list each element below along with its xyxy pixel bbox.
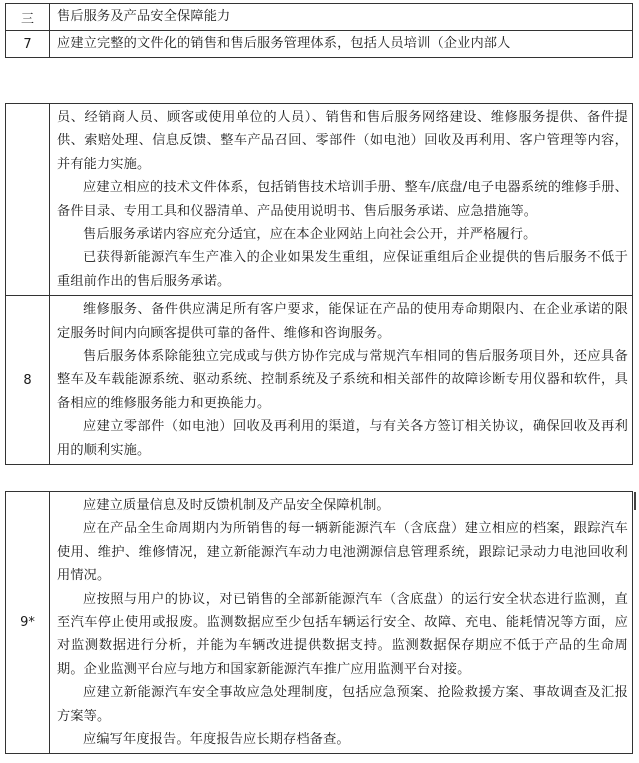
table-row-7 [6,31,633,58]
paragraph: 应建立质量信息及时反馈机制及产品安全保障机制。 [83,498,390,513]
table-row-8 [6,296,633,465]
table-row-7-continued [6,104,633,296]
requirements-table-top [5,3,633,58]
paragraph: 已获得新能源汽车生产准入的企业如果发生重组，应保证重组后企业提供的售后服务不低于重组前作出的售后服务承诺。 [57,250,628,289]
section-heading: 售后服务及产品安全保障能力 [50,4,633,31]
paragraph: 员、经销商人员、顾客或使用单位的人员）、销售和售后服务网络建设、维修服务提供、备件提供、索赔处理、信息反馈、整车产品召回、零部件（如电池）回收及再利用、客户管理等内容，并有能力实施。 [57,110,628,172]
row-number: 7 [6,31,50,58]
requirements-table-bottom [5,491,633,754]
paragraph: 应建立零部件（如电池）回收及再利用的渠道，与有关各方签订相关协议，确保回收及再利用的顺利实施。 [57,419,628,458]
row-number: 9* [6,492,50,754]
row-number-empty [6,104,50,296]
row-number: 三 [6,4,50,31]
paragraph: 应编写年度报告。年度报告应长期存档备查。 [83,732,350,748]
requirements-table-middle [5,103,633,465]
table-row-section-3 [6,4,633,31]
requirement-cell [50,492,633,754]
paragraph: 维修服务、备件供应满足所有客户要求，能保证在产品的使用寿命期限内、在企业承诺的限定服务时间内向顾客提供可靠的备件、维修和咨询服务。 [57,302,628,341]
paragraph: 应按照与用户的协议，对已销售的全部新能源汽车（含底盘）的运行安全状态进行监测，直至汽车停止使用或报废。监测数据应至少包括车辆运行安全、故障、充电、能耗情况等方面，应对监测数据进行分析，并能为车辆改进提供数据支持。监测数据保存期应不低于产品的生命周期。企业监测平台应与地方和国家新能源汽车推广应用监测平台对接。 [57,591,628,677]
text-cursor-mark [634,492,636,510]
table-row-9 [6,492,633,754]
requirement-cell [50,104,633,296]
requirement-cell [50,296,633,465]
table-fragment-top [5,3,633,58]
row-number: 8 [6,296,50,465]
requirement-text: 应建立完整的文件化的销售和售后服务管理体系，包括人员培训（企业内部人 [50,31,633,58]
paragraph: 应建立新能源汽车安全事故应急处理制度，包括应急预案、抢险救援方案、事故调查及汇报方案等。 [57,685,628,724]
paragraph: 售后服务承诺内容应充分适宜，应在本企业网站上向社会公开，并严格履行。 [83,227,537,243]
table-fragment-bottom [5,491,633,754]
paragraph: 售后服务体系除能独立完成或与供方协作完成与常规汽车相同的售后服务项目外，还应具备整车及车载能源系统、驱动系统、控制系统及子系统和相关部件的故障诊断专用仪器和软件，具备相应的维修服务能力和更换能力。 [57,349,628,411]
table-fragment-middle [5,103,633,465]
paragraph: 应建立相应的技术文件体系，包括销售技术培训手册、整车/底盘/电子电器系统的维修手册、备件目录、专用工具和仪器清单、产品使用说明书、售后服务承诺、应急措施等。 [57,180,628,219]
paragraph: 应在产品全生命周期内为所销售的每一辆新能源汽车（含底盘）建立相应的档案，跟踪汽车使用、维护、维修情况，建立新能源汽车动力电池溯源信息管理系统，跟踪记录动力电池回收利用情况。 [57,521,628,584]
